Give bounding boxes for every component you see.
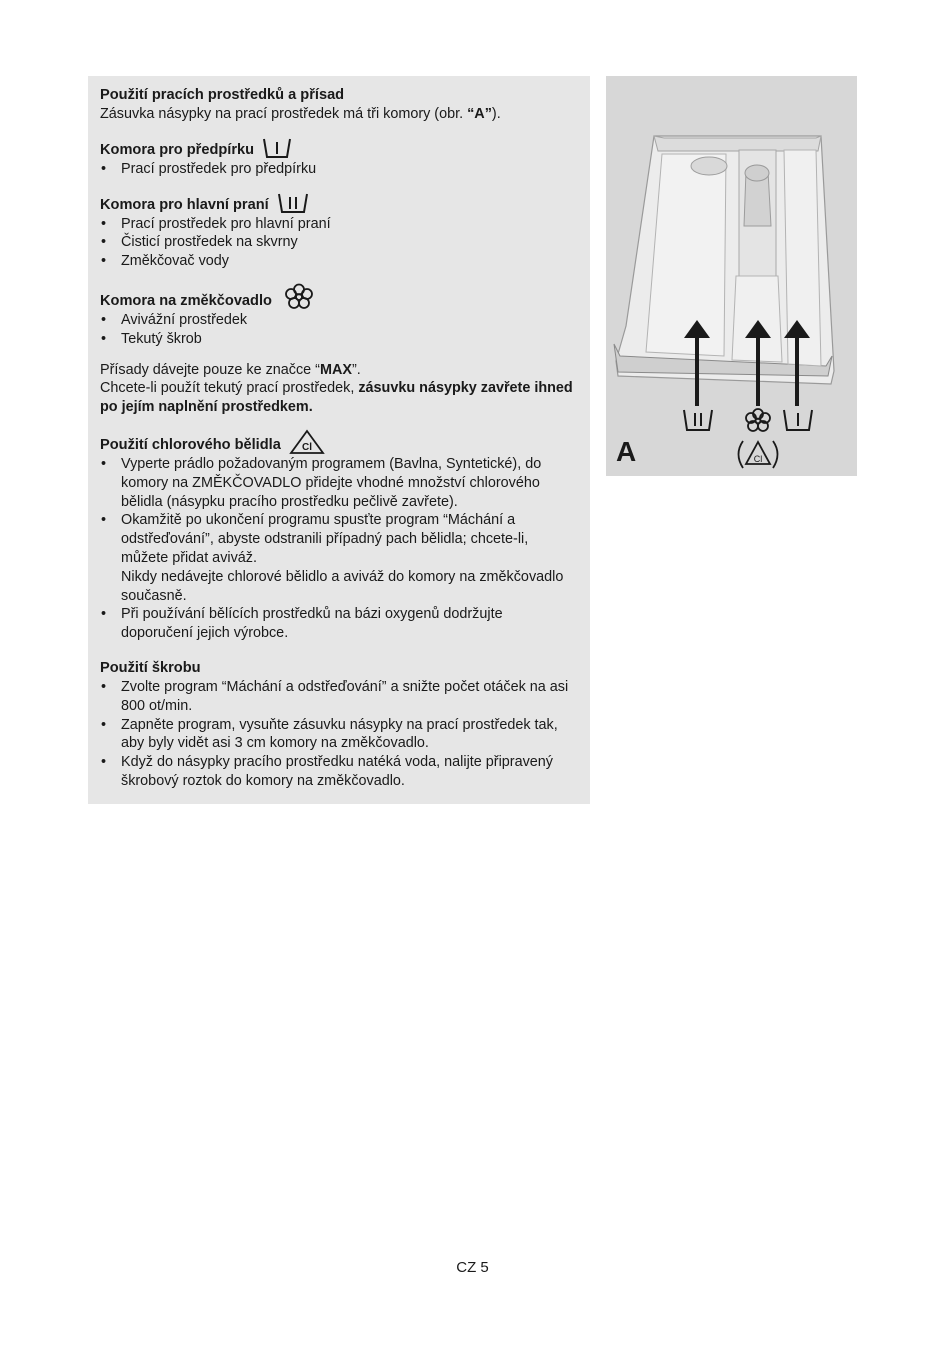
mainwash-list	[100, 215, 578, 271]
prewash-section	[100, 136, 578, 179]
figure-label: A	[616, 436, 637, 467]
list-item: • Zvolte program “Máchání a odstřeďování” a snižte počet otáček na asi 800 ot/min.	[100, 678, 578, 716]
chlorine-title: Použití chlorového bělidla Cl	[100, 429, 578, 455]
starch-title: Použití škrobu	[100, 659, 201, 676]
mainwash-section	[100, 191, 578, 271]
list-item: • Vyperte prádlo požadovaným programem (Bavlna, Syntetické), do komory na ZMĚKČOVADLO přidejte vhodné množství chlorového bělidla (násypku pracího prostředku pečlivě zavřete).	[100, 455, 578, 511]
page-number: CZ 5	[456, 1259, 489, 1276]
prewash-compartment-icon	[262, 136, 292, 160]
list-item: • Tekutý škrob	[100, 330, 578, 349]
additives-text: Přísady dávejte pouze ke značce “MAX”. Chcete-li použít tekutý prací prostředek, zásuvku násypky zavřete ihned po jejím naplnění prostředkem.	[100, 361, 573, 416]
starch-list	[100, 678, 578, 791]
intro-section	[100, 86, 578, 124]
intro-text: Zásuvka násypky na prací prostředek má tři komory (obr. “A”).	[100, 106, 501, 122]
chlorine-note: Nikdy nedávejte chlorové bělidlo a aviváž do komory na změkčovadlo současně.	[121, 568, 564, 604]
list-item: • Když do násypky pracího prostředku natéká voda, nalijte připravený škrobový roztok do komory na změkčovadlo.	[100, 753, 578, 791]
chlorine-icon-text: Cl	[301, 441, 312, 453]
softener-title: Komora na změkčovadlo	[100, 283, 578, 311]
prewash-compartment-icon	[784, 410, 812, 430]
chlorine-list	[100, 455, 578, 643]
list-item: • Při používání bělících prostředků na bázi oxygenů dodržujte doporučení jejich výrobce.	[100, 605, 578, 643]
softener-flower-icon	[746, 409, 770, 431]
intro-title: Použití pracích prostředků a přísad	[100, 87, 345, 103]
list-item: • Změkčovač vody	[100, 252, 578, 271]
list-item: • Prací prostředek pro předpírku	[100, 160, 578, 179]
text-panel	[88, 76, 590, 804]
mainwash-title: Komora pro hlavní praní	[100, 191, 578, 215]
mainwash-compartment-icon	[684, 410, 712, 430]
list-item: • Avivážní prostředek	[100, 311, 578, 330]
figure-chlorine-text: Cl	[753, 454, 763, 464]
additives-section	[100, 361, 578, 417]
drawer-figure	[606, 76, 857, 476]
softener-section	[100, 283, 578, 349]
prewash-list	[100, 160, 578, 179]
softener-list	[100, 311, 578, 349]
chlorine-triangle-icon	[289, 429, 325, 455]
prewash-title: Komora pro předpírku	[100, 136, 578, 160]
list-item: • Čisticí prostředek na skvrny	[100, 233, 578, 252]
drawer-illustration	[606, 76, 857, 476]
starch-section	[100, 659, 578, 791]
list-item: • Okamžitě po ukončení programu spusťte program “Máchání a odstřeďování”, abyste odstranili případný pach bělidla; chcete-li, můžete přidat aviváž. Nikdy nedávejte chlorové bělidlo a aviváž do komory na změkčovadlo současně.	[100, 511, 578, 605]
list-item: • Prací prostředek pro hlavní praní	[100, 215, 578, 234]
softener-flower-icon	[284, 283, 314, 311]
chlorine-section	[100, 429, 578, 643]
list-item: • Zapněte program, vysuňte zásuvku násypky na prací prostředek tak, aby byly vidět asi 3 cm komory na změkčovadlo.	[100, 716, 578, 754]
mainwash-compartment-icon	[277, 191, 309, 215]
